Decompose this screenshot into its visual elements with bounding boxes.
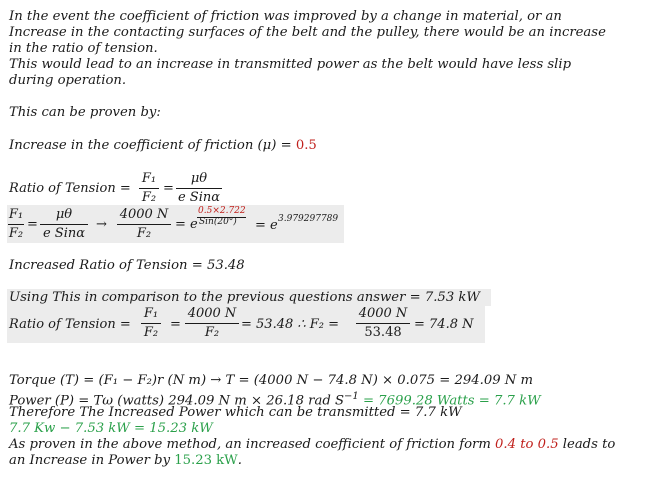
ratio-calc-exp-num: 0.5×2.722	[198, 206, 246, 216]
ratio-calc-num2: 4000 N	[119, 207, 169, 222]
increased-power-line: Therefore The Increased Power which can be transmitted = 7.7 kW	[9, 405, 462, 420]
ratio-calc-fraction-force	[117, 207, 171, 241]
ratio-final-fraction-result	[356, 306, 410, 340]
ratio-def-eq: =	[163, 181, 174, 196]
ratio-final-num: 4000 N	[187, 306, 237, 321]
proof-intro: This can be proven by:	[9, 105, 161, 120]
ratio-calc-den2: F₂	[136, 226, 152, 241]
ratio-final-f2: F₂	[143, 325, 159, 340]
increased-ratio: Increased Ratio of Tension = 53.48	[9, 258, 245, 273]
ratio-calc-fraction-mu	[40, 207, 88, 241]
ratio-final-eq1: =	[170, 317, 181, 332]
conclusion-part3: an Increase in Power by	[9, 453, 175, 468]
ratio-def-label: Ratio of Tension =	[9, 181, 131, 196]
ratio-final-mid: = 53.48 ∴ F₂ =	[241, 317, 340, 332]
ratio-calc-den: e Sinα	[42, 226, 86, 241]
ratio-final-f1: F₁	[143, 306, 159, 321]
intro-line-5: during operation.	[9, 73, 127, 88]
ratio-final-den2: 53.48	[364, 325, 402, 340]
ratio-calc-exp-result: 3.979297789	[278, 214, 339, 224]
power-text: Power (P) = Tω (watts) 294.09 N m × 26.18 rad S	[9, 393, 344, 409]
ratio-calc-eq2: = e	[175, 217, 198, 232]
intro-line-1: In the event the coefficient of friction was improved by a change in material, or an	[9, 9, 562, 24]
ratio-def-fraction-f	[139, 171, 159, 205]
ratio-calc-f2: F₂	[8, 226, 24, 241]
conclusion-part1: As proven in the above method, an increased coefficient of friction form	[9, 437, 496, 452]
ratio-final-num2: 4000 N	[358, 306, 408, 321]
ratio-def-fraction-mu	[176, 171, 222, 205]
conclusion-line-1	[9, 437, 615, 453]
ratio-calc-eq1: =	[27, 217, 38, 232]
conclusion-line-2	[9, 453, 242, 469]
conclusion-part2: leads to	[558, 437, 616, 452]
ratio-final-result: = 74.8 N	[414, 317, 474, 332]
ratio-calc-f1: F₁	[8, 207, 24, 222]
ratio-def-f1: F₁	[141, 171, 157, 186]
ratio-calc-exp-den: Sin(20°)	[199, 217, 237, 227]
conclusion-end: .	[237, 453, 242, 468]
ratio-def-f2: F₂	[141, 190, 157, 205]
ratio-def-num: μθ	[190, 171, 208, 186]
ratio-calc-fraction-f	[8, 207, 24, 241]
intro-line-3: in the ratio of tension.	[9, 41, 158, 56]
ratio-def-den: e Sinα	[177, 190, 221, 205]
coefficient-label: Increase in the coefficient of friction (μ) =	[9, 138, 296, 153]
comparison-line: Using This in comparison to the previous questions answer = 7.53 kW	[9, 290, 480, 305]
torque-line: Torque (T) = (F₁ − F₂)r (N m) → T = (4000 N − 74.8 N) × 0.075 = 294.09 N m	[9, 373, 534, 388]
ratio-calc-arrow: →	[96, 217, 107, 232]
ratio-final-label: Ratio of Tension =	[9, 317, 131, 332]
conclusion-value: 15.23 kW	[174, 453, 238, 468]
power-result: = 7699.28 Watts = 7.7 kW	[358, 393, 541, 409]
ratio-final-fraction-f	[141, 306, 161, 340]
intro-line-4: This would lead to an increase in transmitted power as the belt would have less slip	[9, 57, 572, 72]
ratio-calc-num: μθ	[55, 207, 73, 222]
difference-line: 7.7 Kw − 7.53 kW = 15.23 kW	[9, 421, 213, 436]
coefficient-line	[9, 138, 317, 154]
power-sup: −1	[344, 391, 359, 402]
ratio-final-den: F₂	[204, 325, 220, 340]
conclusion-range: 0.4 to 0.5	[495, 437, 559, 452]
coefficient-value: 0.5	[295, 138, 317, 153]
ratio-final-fraction-force	[185, 306, 239, 340]
intro-line-2: Increase in the contacting surfaces of the belt and the pulley, there would be an increase	[9, 25, 606, 40]
ratio-calc-eq3: = e	[255, 218, 278, 233]
